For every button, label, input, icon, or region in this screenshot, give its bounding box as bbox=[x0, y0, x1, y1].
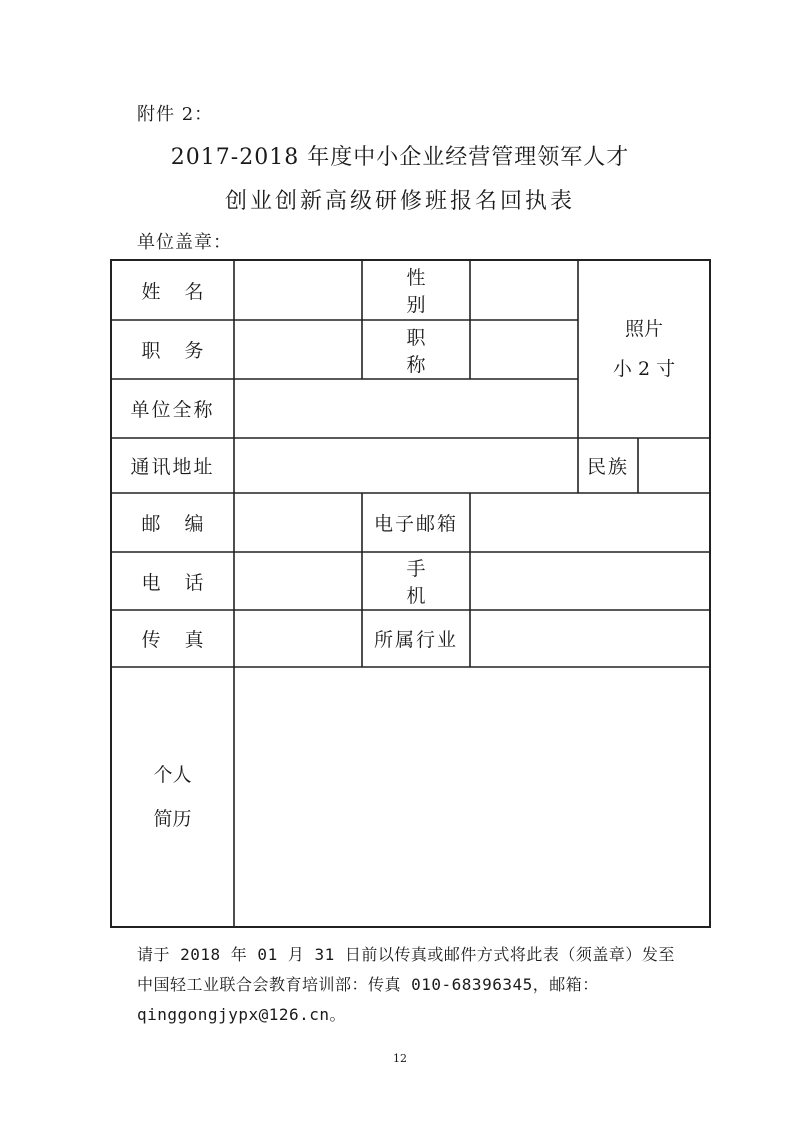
form-title-line-1: 2017-2018 年度中小企业经营管理领军人才 bbox=[170, 145, 630, 170]
name-label: 姓名 bbox=[141, 280, 228, 303]
email-field[interactable] bbox=[470, 493, 710, 552]
ethnicity-label: 民族 bbox=[586, 456, 629, 478]
name-field[interactable] bbox=[234, 260, 362, 320]
unit-stamp-label: 单位盖章： bbox=[137, 232, 232, 253]
industry-label: 所属行业 bbox=[373, 629, 458, 651]
phone-field[interactable] bbox=[234, 552, 362, 610]
photo-label: 照片 bbox=[624, 318, 663, 340]
page-number: 12 bbox=[393, 1052, 407, 1065]
gender-field[interactable] bbox=[470, 260, 578, 320]
postcode-field[interactable] bbox=[234, 493, 362, 552]
phone-label: 电话 bbox=[141, 571, 228, 594]
unit-full-name-field[interactable] bbox=[234, 379, 578, 438]
unit-full-name-label: 单位全称 bbox=[130, 399, 215, 421]
photo-box[interactable] bbox=[578, 260, 710, 438]
postcode-label: 邮编 bbox=[141, 513, 228, 535]
resume-label-line-1: 个人 bbox=[153, 764, 192, 786]
position-label: 职务 bbox=[141, 340, 228, 362]
address-label: 通讯地址 bbox=[130, 456, 215, 478]
footnote-line-2: 中国轻工业联合会教育培训部：传真 010-68396345，邮箱： bbox=[137, 975, 599, 994]
industry-field[interactable] bbox=[470, 610, 710, 667]
gender-label: 性别 bbox=[406, 267, 450, 316]
footnote-email: qinggongjypx@126.cn。 bbox=[137, 1005, 347, 1024]
fax-label: 传真 bbox=[141, 629, 228, 651]
resume-label bbox=[111, 667, 234, 927]
ethnicity-field[interactable] bbox=[638, 438, 710, 493]
email-label: 电子邮箱 bbox=[373, 513, 458, 535]
mobile-field[interactable] bbox=[470, 552, 710, 610]
title-field[interactable] bbox=[470, 320, 578, 379]
position-field[interactable] bbox=[234, 320, 362, 379]
form-title-line-2: 创业创新高级研修班报名回执表 bbox=[224, 189, 575, 214]
footnote-line-1: 请于 2018 年 01 月 31 日前以传真或邮件方式将此表（须盖章）发至 bbox=[137, 945, 675, 964]
address-field[interactable] bbox=[234, 438, 578, 493]
resume-label-line-2: 简历 bbox=[153, 808, 192, 830]
resume-field[interactable] bbox=[234, 667, 710, 927]
mobile-label: 手机 bbox=[406, 558, 450, 607]
attachment-label: 附件 2： bbox=[137, 104, 214, 125]
title-label: 职称 bbox=[406, 326, 450, 376]
photo-size-label: 小 2 寸 bbox=[612, 358, 676, 380]
fax-field[interactable] bbox=[234, 610, 362, 667]
